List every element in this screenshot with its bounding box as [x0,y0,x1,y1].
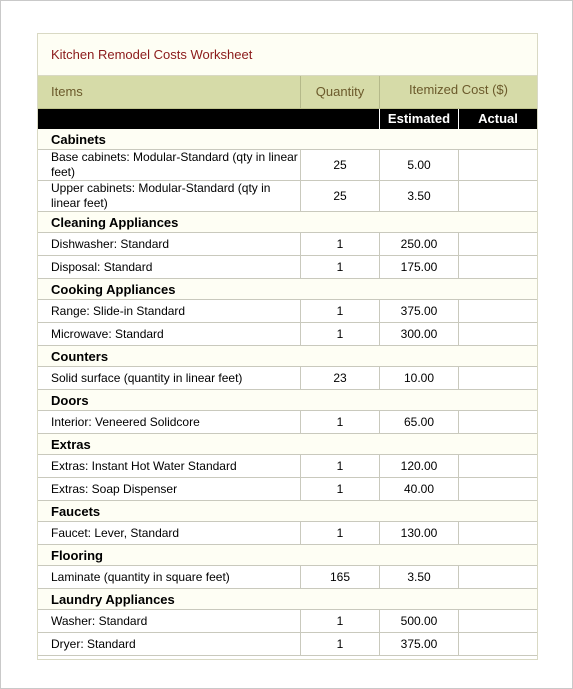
item-cell: Interior: Veneered Solidcore [38,411,301,433]
quantity-cell: 1 [301,256,380,278]
table-row [38,455,537,478]
item-cell: Disposal: Standard [38,256,301,278]
cost-subheader-row [38,109,537,129]
item-cell: Solid surface (quantity in linear feet) [38,367,301,389]
quantity-cell: 1 [301,610,380,632]
actual-cost-cell[interactable] [459,256,537,278]
estimated-cost-cell: 250.00 [380,233,459,255]
table-row [38,256,537,279]
actual-cost-cell[interactable] [459,633,537,655]
table-row [38,367,537,390]
item-cell: Dishwasher: Standard [38,233,301,255]
category-row: Faucets [38,501,537,522]
item-cell: Extras: Soap Dispenser [38,478,301,500]
quantity-cell: 1 [301,411,380,433]
category-row: Doors [38,390,537,411]
actual-cost-cell[interactable] [459,150,537,180]
table-row [38,633,537,656]
actual-cost-cell[interactable] [459,455,537,477]
table-row [38,411,537,434]
subheader-blank-quantity [301,109,380,129]
quantity-cell: 23 [301,367,380,389]
estimated-cost-cell: 3.50 [380,181,459,211]
quantity-cell: 1 [301,633,380,655]
quantity-cell: 1 [301,522,380,544]
quantity-cell: 1 [301,300,380,322]
item-cell: Extras: Instant Hot Water Standard [38,455,301,477]
quantity-cell: 1 [301,233,380,255]
category-row: Flooring [38,545,537,566]
table-row [38,300,537,323]
table-row [38,181,537,212]
quantity-cell: 25 [301,150,380,180]
item-cell: Washer: Standard [38,610,301,632]
category-row: Cabinets [38,129,537,150]
category-row: Cooking Appliances [38,279,537,300]
itemized-cost-column-header: Itemized Cost ($) [409,82,508,97]
table-row [38,233,537,256]
item-cell: Dryer: Standard [38,633,301,655]
actual-cost-cell[interactable] [459,411,537,433]
column-header-row [38,76,537,109]
table-row [38,323,537,346]
quantity-cell: 1 [301,478,380,500]
table-row [38,522,537,545]
estimated-cost-cell: 500.00 [380,610,459,632]
item-cell: Faucet: Lever, Standard [38,522,301,544]
quantity-cell: 25 [301,181,380,211]
actual-cost-cell[interactable] [459,478,537,500]
actual-cost-cell[interactable] [459,566,537,588]
item-cell: Range: Slide-in Standard [38,300,301,322]
actual-cost-cell[interactable] [459,181,537,211]
table-row [38,150,537,181]
subheader-blank-items [38,109,301,129]
item-cell: Upper cabinets: Modular-Standard (qty in linear feet) [38,181,301,211]
category-row: Cleaning Appliances [38,212,537,233]
items-column-header: Items [38,76,301,108]
quantity-cell: 1 [301,455,380,477]
estimated-column-header: Estimated [380,109,459,129]
actual-cost-cell[interactable] [459,300,537,322]
quantity-cell: 1 [301,323,380,345]
item-cell: Microwave: Standard [38,323,301,345]
actual-cost-cell[interactable] [459,610,537,632]
estimated-cost-cell: 300.00 [380,323,459,345]
actual-cost-cell[interactable] [459,233,537,255]
table-row [38,566,537,589]
estimated-cost-cell: 3.50 [380,566,459,588]
category-row: Counters [38,346,537,367]
estimated-cost-cell: 175.00 [380,256,459,278]
worksheet-body [38,129,537,656]
worksheet-title: Kitchen Remodel Costs Worksheet [38,34,537,76]
estimated-cost-cell: 375.00 [380,300,459,322]
table-row [38,478,537,501]
estimated-cost-cell: 5.00 [380,150,459,180]
quantity-column-header: Quantity [301,76,380,108]
estimated-cost-cell: 130.00 [380,522,459,544]
estimated-cost-cell: 10.00 [380,367,459,389]
estimated-cost-cell: 40.00 [380,478,459,500]
item-cell: Laminate (quantity in square feet) [38,566,301,588]
table-row [38,610,537,633]
actual-column-header: Actual [478,111,518,126]
quantity-cell: 165 [301,566,380,588]
estimated-cost-cell: 120.00 [380,455,459,477]
actual-cost-cell[interactable] [459,323,537,345]
actual-cost-cell[interactable] [459,367,537,389]
worksheet [37,33,538,660]
estimated-cost-cell: 65.00 [380,411,459,433]
item-cell: Base cabinets: Modular-Standard (qty in linear feet) [38,150,301,180]
category-row: Extras [38,434,537,455]
estimated-cost-cell: 375.00 [380,633,459,655]
actual-cost-cell[interactable] [459,522,537,544]
category-row: Laundry Appliances [38,589,537,610]
